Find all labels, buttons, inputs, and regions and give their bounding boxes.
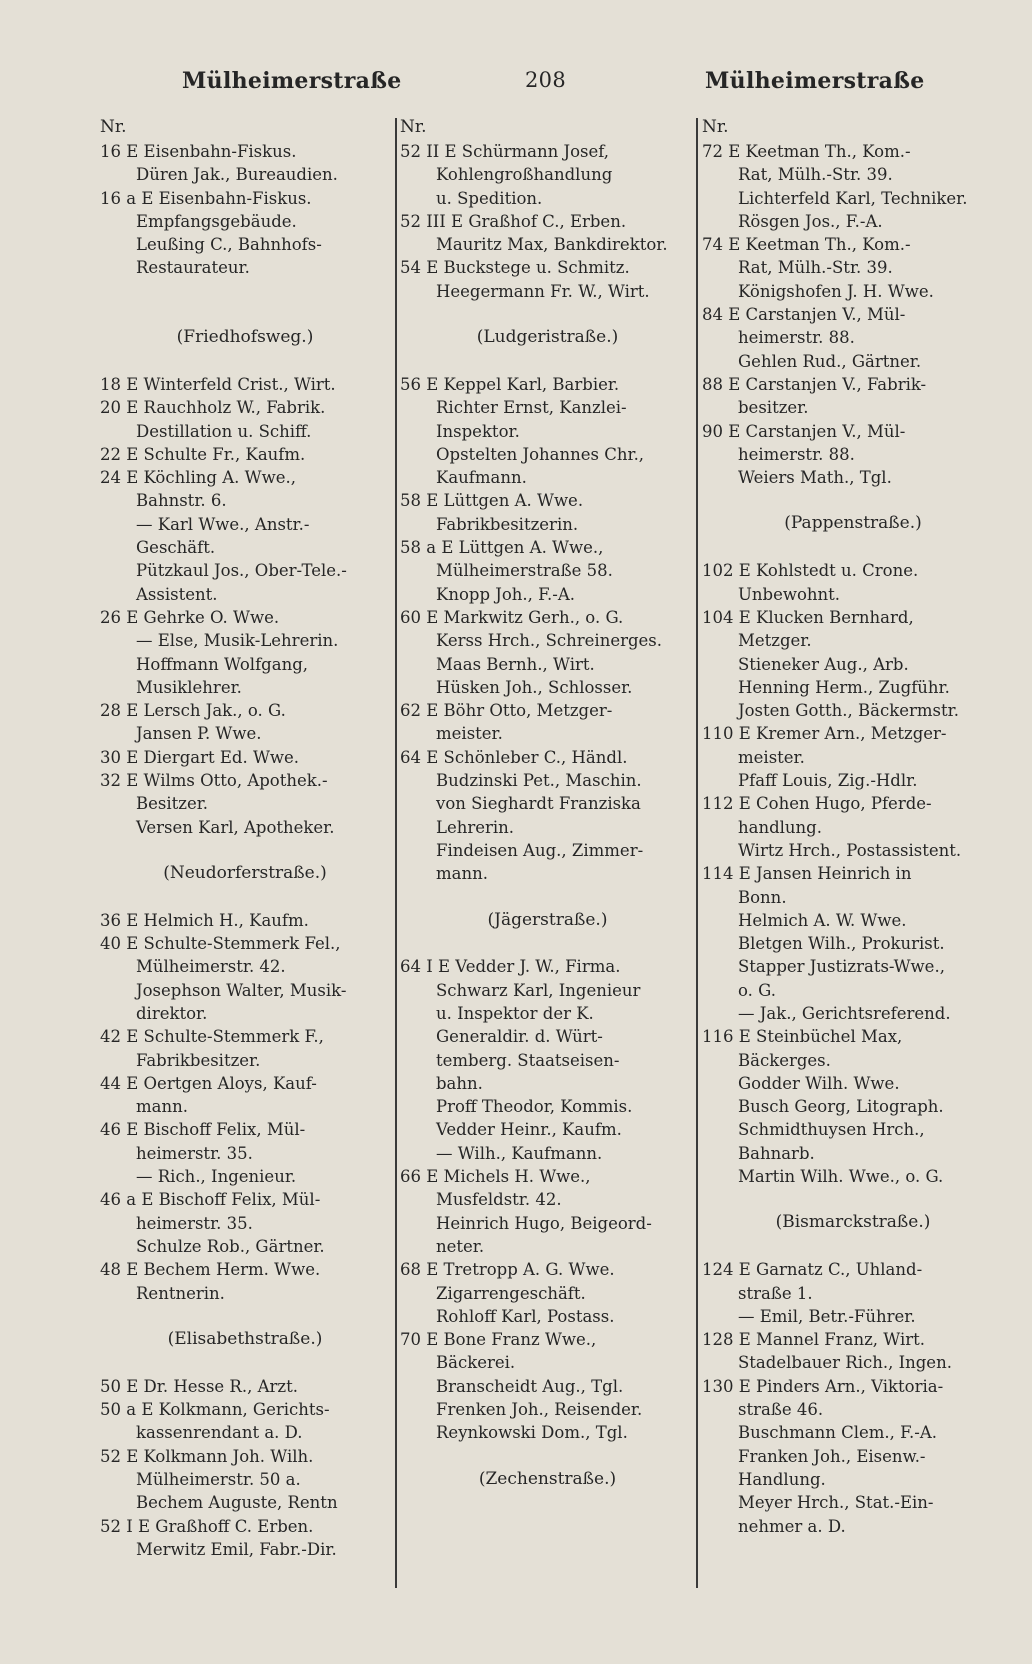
directory-line: 114 E Jansen Heinrich in bbox=[702, 864, 912, 884]
directory-line: Inspektor. bbox=[436, 421, 520, 441]
directory-line: mann. bbox=[436, 864, 488, 884]
directory-line: Bäckerges. bbox=[738, 1050, 831, 1070]
directory-line: Kerss Hrch., Schreinerges. bbox=[436, 631, 663, 651]
directory-line: 50 E Dr. Hesse R., Arzt. bbox=[100, 1376, 298, 1396]
directory-line: Versen Karl, Apotheker. bbox=[136, 817, 335, 837]
directory-line: Wirtz Hrch., Postassistent. bbox=[738, 840, 962, 860]
directory-line: Fabrikbesitzer. bbox=[136, 1050, 261, 1070]
directory-line: 64 I E Vedder J. W., Firma. bbox=[400, 957, 621, 977]
directory-line: 52 II E Schürmann Josef, bbox=[400, 142, 610, 161]
directory-line: kassenrendant a. D. bbox=[136, 1423, 303, 1443]
directory-line: 30 E Diergart Ed. Wwe. bbox=[100, 747, 300, 767]
directory-line: Düren Jak., Bureaudien. bbox=[136, 165, 338, 185]
directory-line: — Jak., Gerichtsreferend. bbox=[738, 1003, 951, 1023]
directory-line: temberg. Staatseisen- bbox=[436, 1050, 620, 1070]
column-rule bbox=[696, 118, 698, 1588]
directory-line: Heegermann Fr. W., Wirt. bbox=[436, 281, 650, 301]
cross-street-heading: (Zechenstraße.) bbox=[478, 1468, 617, 1489]
directory-line: Geschäft. bbox=[136, 538, 216, 558]
directory-line: Zigarrengeschäft. bbox=[436, 1283, 586, 1303]
directory-line: Knopp Joh., F.-A. bbox=[436, 584, 576, 604]
directory-line: 116 E Steinbüchel Max, bbox=[702, 1027, 903, 1047]
directory-line: Findeisen Aug., Zimmer- bbox=[436, 840, 644, 860]
column-1 bbox=[100, 116, 390, 1561]
directory-line: Richter Ernst, Kanzlei- bbox=[436, 398, 627, 418]
directory-line: Leußing C., Bahnhofs- bbox=[136, 235, 322, 255]
directory-line: Stapper Justizrats-Wwe., bbox=[738, 957, 945, 977]
directory-line: Merwitz Emil, Fabr.-Dir. bbox=[136, 1539, 337, 1559]
directory-line: Godder Wilh. Wwe. bbox=[738, 1073, 900, 1093]
column-rule bbox=[395, 118, 397, 1588]
directory-line: heimerstr. 88. bbox=[738, 444, 855, 464]
directory-line: Reynkowski Dom., Tgl. bbox=[436, 1423, 628, 1443]
directory-line: Assistent. bbox=[136, 584, 218, 604]
directory-line: Destillation u. Schiff. bbox=[136, 421, 312, 441]
directory-line: Maas Bernh., Wirt. bbox=[436, 654, 595, 674]
directory-line: 28 E Lersch Jak., o. G. bbox=[100, 701, 286, 721]
directory-line: Metzger. bbox=[738, 631, 812, 651]
cross-street-heading: (Jägerstraße.) bbox=[487, 909, 608, 930]
directory-line: besitzer. bbox=[738, 398, 809, 418]
directory-line: 58 a E Lüttgen A. Wwe., bbox=[400, 538, 604, 558]
directory-line: Josephson Walter, Musik- bbox=[136, 980, 347, 1000]
directory-line: Bäckerei. bbox=[436, 1353, 516, 1373]
directory-line: 110 E Kremer Arn., Metzger- bbox=[702, 724, 947, 744]
directory-line: Heinrich Hugo, Beigeord- bbox=[436, 1213, 652, 1233]
directory-line: 40 E Schulte-Stemmerk Fel., bbox=[100, 934, 341, 954]
directory-line: 112 E Cohen Hugo, Pferde- bbox=[702, 794, 932, 814]
directory-line: 52 E Kolkmann Joh. Wilh. bbox=[100, 1446, 314, 1466]
directory-line: 26 E Gehrke O. Wwe. bbox=[100, 607, 280, 627]
page-number: 208 bbox=[525, 68, 566, 92]
directory-line: Generaldir. d. Würt- bbox=[436, 1027, 603, 1047]
directory-line: 54 E Buckstege u. Schmitz. bbox=[400, 258, 630, 278]
directory-line: Frenken Joh., Reisender. bbox=[436, 1400, 643, 1420]
running-head-right: Mülheimerstraße bbox=[705, 68, 925, 94]
directory-line: 48 E Bechem Herm. Wwe. bbox=[100, 1260, 321, 1280]
directory-line: Schmidthuysen Hrch., bbox=[738, 1120, 925, 1140]
directory-line: — Emil, Betr.-Führer. bbox=[738, 1306, 916, 1326]
directory-line: Schulze Rob., Gärtner. bbox=[136, 1236, 325, 1256]
directory-line: Mülheimerstraße 58. bbox=[436, 561, 613, 581]
directory-line: 62 E Böhr Otto, Metzger- bbox=[400, 701, 613, 721]
directory-line: nehmer a. D. bbox=[738, 1516, 846, 1536]
directory-line: Kaufmann. bbox=[436, 468, 527, 488]
directory-line: o. G. bbox=[738, 980, 776, 1000]
cross-street-heading: (Neudorferstraße.) bbox=[163, 862, 327, 883]
directory-line: 44 E Oertgen Aloys, Kauf- bbox=[100, 1073, 317, 1093]
directory-line: von Sieghardt Franziska bbox=[436, 794, 641, 814]
directory-line: Bahnarb. bbox=[738, 1143, 815, 1163]
directory-line: 24 E Köchling A. Wwe., bbox=[100, 468, 296, 488]
directory-line: handlung. bbox=[738, 817, 822, 837]
directory-line: straße 1. bbox=[738, 1283, 813, 1303]
directory-line: meister. bbox=[436, 724, 503, 744]
directory-line: Musfeldstr. 42. bbox=[436, 1190, 562, 1210]
directory-line: Martin Wilh. Wwe., o. G. bbox=[738, 1167, 944, 1187]
directory-line: 22 E Schulte Fr., Kaufm. bbox=[100, 444, 306, 464]
directory-line: Besitzer. bbox=[136, 794, 209, 814]
directory-line: Mülheimerstr. 42. bbox=[136, 957, 286, 977]
directory-line: Hoffmann Wolfgang, bbox=[136, 654, 309, 674]
directory-line: 46 a E Bischoff Felix, Mül- bbox=[100, 1190, 321, 1210]
directory-line: — Karl Wwe., Anstr.- bbox=[136, 514, 310, 534]
directory-line: Stadelbauer Rich., Ingen. bbox=[738, 1353, 952, 1373]
directory-line: mann. bbox=[136, 1097, 188, 1117]
column-3 bbox=[702, 116, 1004, 1538]
directory-line: Bonn. bbox=[738, 887, 787, 907]
directory-line: 104 E Klucken Bernhard, bbox=[702, 607, 914, 627]
column-head: Nr. bbox=[702, 117, 729, 137]
directory-line: Mauritz Max, Bankdirektor. bbox=[436, 235, 668, 255]
directory-line: 88 E Carstanjen V., Fabrik- bbox=[702, 374, 927, 394]
directory-line: Kohlengroßhandlung bbox=[436, 165, 613, 185]
directory-line: Opstelten Johannes Chr., bbox=[436, 444, 645, 464]
directory-line: meister. bbox=[738, 747, 805, 767]
directory-line: 46 E Bischoff Felix, Mül- bbox=[100, 1120, 306, 1140]
directory-line: Rohloff Karl, Postass. bbox=[436, 1306, 615, 1326]
directory-line: Lichterfeld Karl, Techniker. bbox=[738, 188, 968, 208]
directory-line: 58 E Lüttgen A. Wwe. bbox=[400, 491, 584, 511]
directory-line: Gehlen Rud., Gärtner. bbox=[738, 351, 922, 371]
directory-line: heimerstr. 35. bbox=[136, 1213, 253, 1233]
running-head-left: Mülheimerstraße bbox=[182, 68, 402, 94]
directory-line: Restaurateur. bbox=[136, 258, 250, 278]
directory-line: 90 E Carstanjen V., Mül- bbox=[702, 421, 906, 441]
directory-line: Rentnerin. bbox=[136, 1283, 225, 1303]
directory-line: 20 E Rauchholz W., Fabrik. bbox=[100, 398, 326, 418]
directory-line: Stieneker Aug., Arb. bbox=[738, 654, 909, 674]
directory-line: — Rich., Ingenieur. bbox=[136, 1167, 297, 1187]
directory-line: Budzinski Pet., Maschin. bbox=[436, 771, 642, 791]
directory-line: Musiklehrer. bbox=[136, 677, 242, 697]
directory-line: 52 III E Graßhof C., Erben. bbox=[400, 211, 627, 231]
cross-street-heading: (Friedhofsweg.) bbox=[176, 327, 314, 348]
directory-line: 60 E Markwitz Gerh., o. G. bbox=[400, 607, 624, 627]
directory-line: Busch Georg, Litograph. bbox=[738, 1097, 944, 1117]
cross-street-heading: (Ludgeristraße.) bbox=[476, 327, 619, 348]
directory-line: 84 E Carstanjen V., Mül- bbox=[702, 305, 906, 325]
directory-line: Jansen P. Wwe. bbox=[136, 724, 262, 744]
directory-line: Henning Herm., Zugführ. bbox=[738, 677, 950, 697]
column-2 bbox=[400, 116, 695, 1515]
column-head: Nr. bbox=[400, 117, 427, 137]
directory-line: Franken Joh., Eisenw.- bbox=[738, 1446, 926, 1466]
directory-line: 64 E Schönleber C., Händl. bbox=[400, 747, 628, 767]
directory-line: direktor. bbox=[136, 1003, 208, 1023]
directory-line: Proff Theodor, Kommis. bbox=[436, 1097, 633, 1117]
cross-street-heading: (Bismarckstraße.) bbox=[775, 1212, 931, 1233]
directory-line: Weiers Math., Tgl. bbox=[738, 468, 892, 488]
directory-line: 16 a E Eisenbahn-Fiskus. bbox=[100, 188, 312, 208]
directory-line: u. Spedition. bbox=[436, 188, 543, 208]
directory-line: straße 46. bbox=[738, 1400, 824, 1420]
directory-line: 52 I E Graßhoff C. Erben. bbox=[100, 1516, 314, 1536]
directory-line: Handlung. bbox=[738, 1469, 826, 1489]
directory-line: Hüsken Joh., Schlosser. bbox=[436, 677, 633, 697]
directory-line: Unbewohnt. bbox=[738, 584, 841, 604]
directory-line: bahn. bbox=[436, 1073, 483, 1093]
column-head: Nr. bbox=[100, 117, 127, 137]
directory-line: Branscheidt Aug., Tgl. bbox=[436, 1376, 624, 1396]
spacer bbox=[100, 280, 390, 303]
directory-line: 16 E Eisenbahn-Fiskus. bbox=[100, 142, 297, 161]
directory-line: 66 E Michels H. Wwe., bbox=[400, 1167, 591, 1187]
directory-line: u. Inspektor der K. bbox=[436, 1003, 594, 1023]
directory-line: Pfaff Louis, Zig.-Hdlr. bbox=[738, 771, 918, 791]
directory-line: 128 E Mannel Franz, Wirt. bbox=[702, 1330, 925, 1350]
directory-line: 42 E Schulte-Stemmerk F., bbox=[100, 1027, 324, 1047]
directory-line: Lehrerin. bbox=[436, 817, 515, 837]
directory-line: Rat, Mülh.-Str. 39. bbox=[738, 258, 893, 278]
directory-line: 130 E Pinders Arn., Viktoria- bbox=[702, 1376, 944, 1396]
directory-line: Empfangsgebäude. bbox=[136, 211, 297, 231]
directory-line: Bahnstr. 6. bbox=[136, 491, 227, 511]
directory-line: 70 E Bone Franz Wwe., bbox=[400, 1330, 597, 1350]
directory-line: Bechem Auguste, Rentn bbox=[136, 1493, 338, 1513]
directory-line: Helmich A. W. Wwe. bbox=[738, 910, 907, 930]
directory-line: Rat, Mülh.-Str. 39. bbox=[738, 165, 893, 185]
cross-street-heading: (Elisabethstraße.) bbox=[167, 1328, 323, 1349]
directory-line: 68 E Tretropp A. G. Wwe. bbox=[400, 1260, 615, 1280]
directory-line: 102 E Kohlstedt u. Crone. bbox=[702, 561, 919, 581]
cross-street-heading: (Pappenstraße.) bbox=[784, 513, 922, 534]
directory-line: heimerstr. 88. bbox=[738, 328, 855, 348]
directory-line: Bletgen Wilh., Prokurist. bbox=[738, 934, 945, 954]
directory-line: Vedder Heinr., Kaufm. bbox=[436, 1120, 622, 1140]
directory-line: heimerstr. 35. bbox=[136, 1143, 253, 1163]
directory-line: 72 E Keetman Th., Kom.- bbox=[702, 142, 911, 161]
directory-line: Mülheimerstr. 50 a. bbox=[136, 1469, 301, 1489]
directory-line: — Else, Musik-Lehrerin. bbox=[136, 631, 339, 651]
directory-line: 124 E Garnatz C., Uhland- bbox=[702, 1260, 923, 1280]
directory-line: Meyer Hrch., Stat.-Ein- bbox=[738, 1493, 934, 1513]
directory-line: 74 E Keetman Th., Kom.- bbox=[702, 235, 911, 255]
directory-line: 32 E Wilms Otto, Apothek.- bbox=[100, 771, 328, 791]
directory-line: neter. bbox=[436, 1236, 485, 1256]
directory-line: 36 E Helmich H., Kaufm. bbox=[100, 910, 309, 930]
directory-line: Königshofen J. H. Wwe. bbox=[738, 281, 934, 301]
directory-line: Josten Gotth., Bäckermstr. bbox=[738, 701, 959, 721]
directory-line: Rösgen Jos., F.-A. bbox=[738, 211, 883, 231]
directory-line: Buschmann Clem., F.-A. bbox=[738, 1423, 937, 1443]
directory-line: 18 E Winterfeld Crist., Wirt. bbox=[100, 374, 336, 394]
directory-line: — Wilh., Kaufmann. bbox=[436, 1143, 603, 1163]
directory-line: 56 E Keppel Karl, Barbier. bbox=[400, 374, 620, 394]
directory-line: Pützkaul Jos., Ober-Tele.- bbox=[136, 561, 347, 581]
directory-line: Schwarz Karl, Ingenieur bbox=[436, 980, 641, 1000]
directory-line: 50 a E Kolkmann, Gerichts- bbox=[100, 1400, 330, 1420]
directory-line: Fabrikbesitzerin. bbox=[436, 514, 579, 534]
